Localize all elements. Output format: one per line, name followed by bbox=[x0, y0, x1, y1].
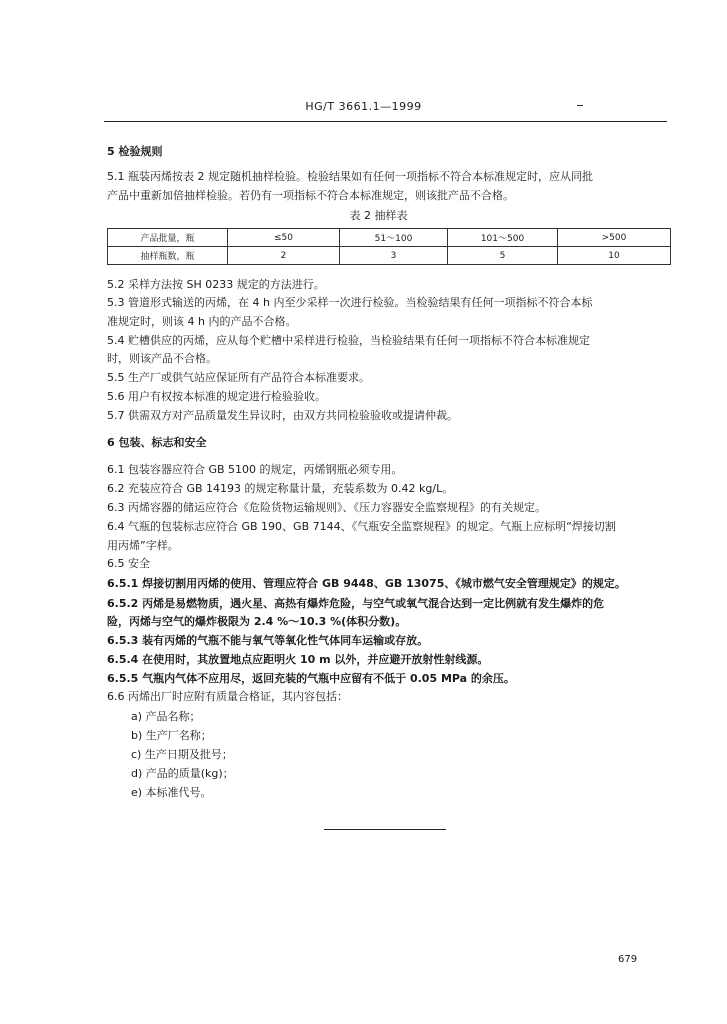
table-cell: >500 bbox=[558, 229, 671, 247]
list-item: c) 生产日期及批号； bbox=[131, 748, 233, 761]
clause-5-3-line-2: 准规定时，则该 4 h 内的产品不合格。 bbox=[107, 315, 297, 328]
header-rule bbox=[104, 121, 667, 122]
page-number: 679 bbox=[618, 954, 638, 965]
table-cell: ≤50 bbox=[228, 229, 340, 247]
clause-6-4-line-2: 用丙烯”字样。 bbox=[107, 539, 179, 552]
clause-5-5: 5.5 生产厂或供气站应保证所有产品符合本标准要求。 bbox=[107, 371, 370, 384]
clause-5-7: 5.7 供需双方对产品质量发生异议时，由双方共同检验验收或提请仲裁。 bbox=[107, 409, 458, 422]
clause-6-5-1: 6.5.1 焊接切割用丙烯的使用、管理应符合 GB 9448、GB 13075、《城市燃气安全管理规定》的规定。 bbox=[107, 577, 626, 590]
clause-5-4-line-1: 5.4 贮槽供应的丙烯，应从每个贮槽中采样进行检验，当检验结果有任何一项指标不符合本标准规定 bbox=[107, 334, 590, 347]
table-cell: 3 bbox=[340, 247, 448, 265]
clause-5-1-line-1: 5.1 瓶装丙烯按表 2 规定随机抽样检验。检验结果如有任何一项指标不符合本标准规定时，应从同批 bbox=[107, 170, 593, 183]
clause-6-6: 6.6 丙烯出厂时应附有质量合格证，其内容包括： bbox=[107, 690, 348, 703]
clause-5-6: 5.6 用户有权按本标准的规定进行检验验收。 bbox=[107, 390, 326, 403]
section-5-heading: 5 检验规则 bbox=[107, 145, 163, 158]
clause-6-4-line-1: 6.4 气瓶的包装标志应符合 GB 190、GB 7144、《气瓶安全监察规程》的规定。气瓶上应标明“焊接切割 bbox=[107, 520, 616, 533]
list-item: a) 产品名称； bbox=[131, 710, 201, 723]
section-6-heading: 6 包装、标志和安全 bbox=[107, 436, 207, 449]
list-item: b) 生产厂名称； bbox=[131, 729, 212, 742]
table-cell: 抽样瓶数，瓶 bbox=[108, 247, 228, 265]
page-header: HG/T 3661.1—1999 bbox=[305, 100, 422, 113]
clause-6-5-2-line-2: 险，丙烯与空气的爆炸极限为 2.4 %～10.3 %(体积分数)。 bbox=[107, 615, 407, 628]
clause-5-3-line-1: 5.3 管道形式输送的丙烯，在 4 h 内至少采样一次进行检验。当检验结果有任何一项指标不符合本标 bbox=[107, 296, 593, 309]
clause-6-1: 6.1 包装容器应符合 GB 5100 的规定，丙烯钢瓶必须专用。 bbox=[107, 463, 403, 476]
clause-6-5: 6.5 安全 bbox=[107, 557, 150, 570]
table-cell: 产品批量，瓶 bbox=[108, 229, 228, 247]
list-item: d) 产品的质量(kg)； bbox=[131, 767, 234, 780]
table-caption: 表 2 抽样表 bbox=[349, 209, 408, 222]
clause-5-4-line-2: 时，则该产品不合格。 bbox=[107, 352, 217, 365]
clause-6-5-2-line-1: 6.5.2 丙烯是易燃物质，遇火星、高热有爆炸危险，与空气或氧气混合达到一定比例就有发生爆炸的危 bbox=[107, 597, 605, 610]
clause-6-5-4: 6.5.4 在使用时，其放置地点应距明火 10 m 以外，并应避开放射性射线源。 bbox=[107, 653, 489, 666]
clause-6-5-3: 6.5.3 装有丙烯的气瓶不能与氧气等氧化性气体同车运输或存放。 bbox=[107, 634, 429, 647]
clause-6-3: 6.3 丙烯容器的储运应符合《危险货物运输规则》、《压力容器安全监察规程》的有关规定。 bbox=[107, 501, 546, 514]
clause-6-2: 6.2 充装应符合 GB 14193 的规定称量计量，充装系数为 0.42 kg/L。 bbox=[107, 482, 454, 495]
list-item: e) 本标准代号。 bbox=[131, 786, 212, 799]
clause-5-2: 5.2 采样方法按 SH 0233 规定的方法进行。 bbox=[107, 278, 325, 291]
end-rule bbox=[324, 829, 446, 830]
table-row bbox=[108, 247, 671, 265]
table-cell: 51～100 bbox=[340, 229, 448, 247]
header-mark bbox=[577, 105, 583, 106]
table-cell: 2 bbox=[228, 247, 340, 265]
table-row bbox=[108, 229, 671, 247]
table-cell: 101～500 bbox=[448, 229, 558, 247]
table-cell: 10 bbox=[558, 247, 671, 265]
clause-6-5-5: 6.5.5 气瓶内气体不应用尽，返回充装的气瓶中应留有不低于 0.05 MPa 的余压。 bbox=[107, 672, 515, 685]
clause-5-1-line-2: 产品中重新加倍抽样检验。若仍有一项指标不符合本标准规定，则该批产品不合格。 bbox=[107, 189, 514, 202]
table-cell: 5 bbox=[448, 247, 558, 265]
sampling-table bbox=[107, 228, 671, 265]
